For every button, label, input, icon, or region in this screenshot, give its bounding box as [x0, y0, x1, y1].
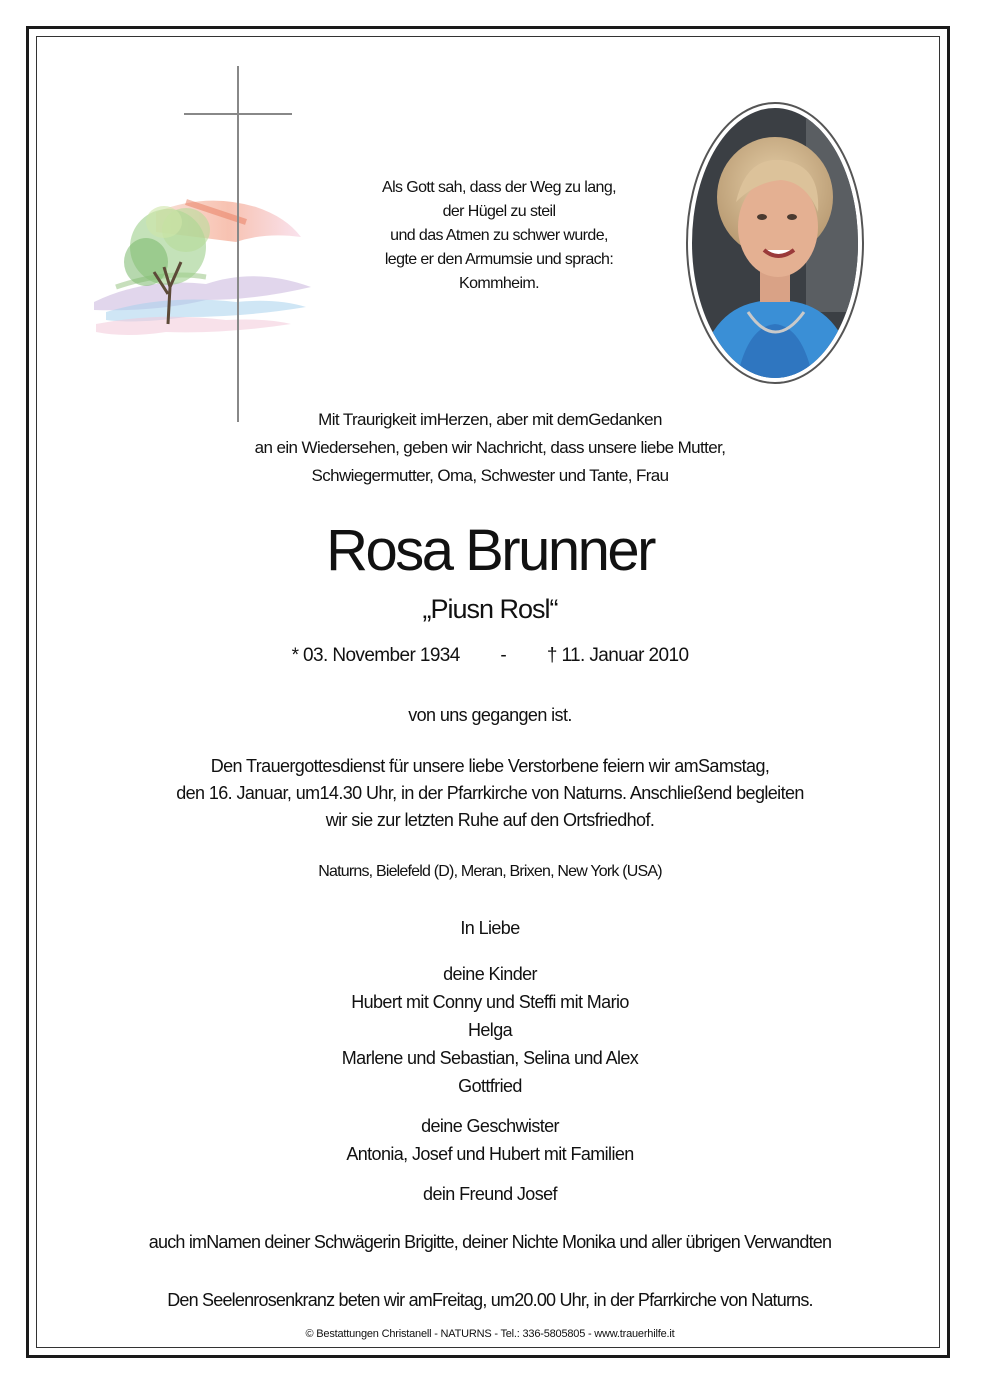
children-line: deine Kinder	[443, 964, 537, 984]
children-list	[40, 960, 940, 1100]
poem-line: der Hügel zu steil	[442, 203, 556, 220]
passed-away-text: von uns gegangen ist.	[408, 705, 572, 725]
birth-date: * 03. November 1934	[291, 645, 460, 666]
cross-with-tree-icon	[86, 62, 316, 427]
in-love-heading: In Liebe	[460, 918, 520, 938]
poem-line: Als Gott sah, dass der Weg zu lang,	[382, 179, 616, 196]
intro-text	[40, 406, 940, 490]
children-line: Hubert mit Conny und Steffi mit Mario	[351, 992, 629, 1012]
poem-line: legte er den Armumsie und sprach:	[384, 251, 614, 268]
deceased-nickname: „Piusn Rosl“	[422, 594, 558, 624]
intro-line: Schwiegermutter, Oma, Schwester und Tante, Frau	[311, 466, 669, 485]
death-date: † 11. Januar 2010	[546, 645, 689, 666]
life-dates	[40, 642, 940, 670]
poem	[330, 176, 668, 296]
children-line: Marlene und Sebastian, Selina und Alex	[341, 1048, 639, 1068]
intro-line: Mit Traurigkeit imHerzen, aber mit demGedanken	[318, 410, 662, 429]
portrait-photo	[686, 102, 864, 384]
children-line: Gottfried	[458, 1076, 522, 1096]
children-line: Helga	[467, 1020, 513, 1040]
intro-line: an ein Wiedersehen, geben wir Nachricht, dass unsere liebe Mutter,	[254, 438, 726, 457]
siblings-line: deine Geschwister	[421, 1116, 559, 1136]
service-line: wir sie zur letzten Ruhe auf den Ortsfriedhof.	[325, 810, 655, 830]
rosary-announcement: Den Seelenrosenkranz beten wir amFreitag, um20.00 Uhr, in der Pfarrkirche von Naturns.	[167, 1290, 813, 1310]
date-separator: -	[500, 645, 507, 666]
deceased-name: Rosa Brunner	[326, 518, 654, 583]
service-line: Den Trauergottesdienst für unsere liebe Verstorbene feiern wir amSamstag,	[210, 756, 770, 776]
poem-line: und das Atmen zu schwer wurde,	[390, 227, 608, 244]
siblings-list	[40, 1112, 940, 1168]
places-list: Naturns, Bielefeld (D), Meran, Brixen, New York (USA)	[318, 863, 662, 880]
service-line: den 16. Januar, um14.30 Uhr, in der Pfarrkirche von Naturns. Anschließend begleiten	[176, 783, 804, 803]
siblings-line: Antonia, Josef und Hubert mit Familien	[346, 1144, 634, 1164]
poem-line: Kommheim.	[459, 275, 539, 292]
funeral-service-text	[40, 753, 940, 834]
footer-credit: © Bestattungen Christanell - NATURNS - Tel.: 336-5805805 - www.trauerhilfe.it	[305, 1328, 675, 1340]
friend-line: dein Freund Josef	[423, 1184, 557, 1204]
relatives-line: auch imNamen deiner Schwägerin Brigitte, deiner Nichte Monika und aller übrigen Verwandten	[148, 1232, 832, 1252]
